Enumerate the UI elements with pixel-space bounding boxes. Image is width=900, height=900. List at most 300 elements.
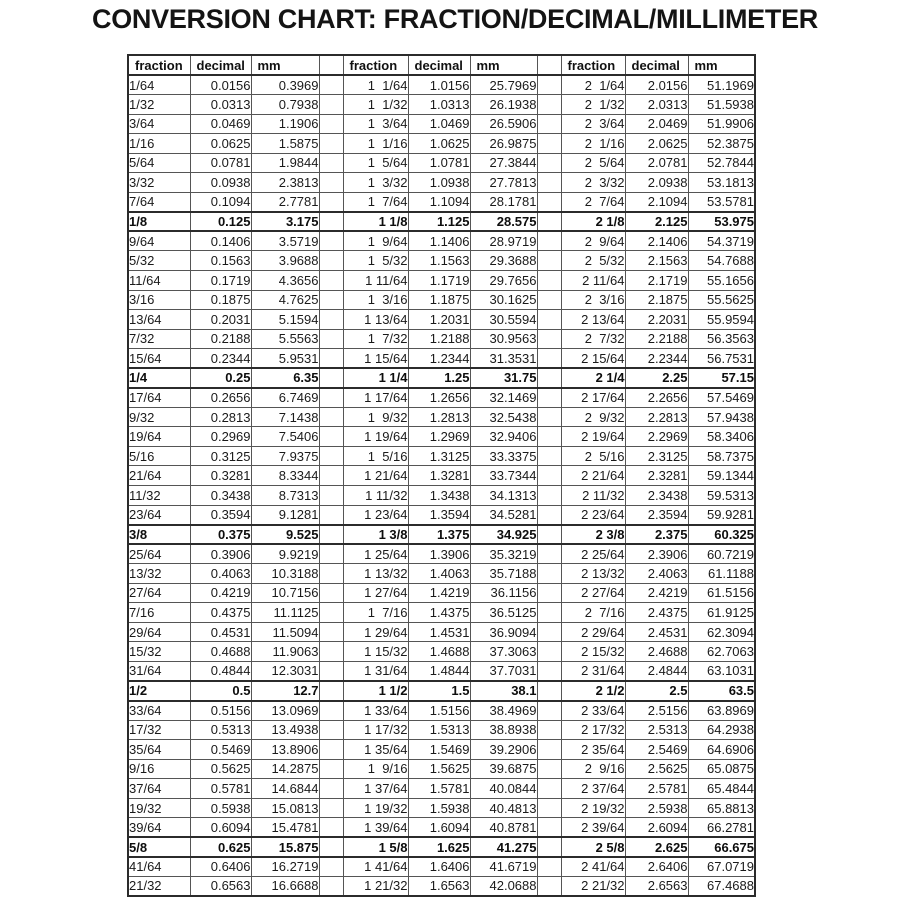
mm-cell: 9.1281 <box>251 505 319 525</box>
spacer-cell <box>537 134 561 154</box>
table-row <box>128 622 755 642</box>
mm-cell: 33.3375 <box>470 446 537 466</box>
fraction-cell: 5/64 <box>128 153 190 173</box>
spacer-cell <box>319 134 343 154</box>
spacer-cell <box>537 525 561 545</box>
mm-cell: 62.7063 <box>688 642 755 662</box>
decimal-cell: 1.0781 <box>408 153 470 173</box>
fraction-cell: 1 21/64 <box>343 466 408 486</box>
spacer-cell <box>537 818 561 838</box>
mm-cell: 61.1188 <box>688 564 755 584</box>
spacer-cell <box>319 251 343 271</box>
decimal-cell: 0.4219 <box>190 583 251 603</box>
table-row <box>128 857 755 877</box>
spacer-cell <box>537 329 561 349</box>
table-body <box>128 75 755 896</box>
spacer-cell <box>319 231 343 251</box>
mm-cell: 9.525 <box>251 525 319 545</box>
fraction-cell: 11/32 <box>128 485 190 505</box>
fraction-cell: 41/64 <box>128 857 190 877</box>
fraction-cell: 3/64 <box>128 114 190 134</box>
fraction-cell: 2 13/32 <box>561 564 625 584</box>
fraction-cell: 3/8 <box>128 525 190 545</box>
mm-cell: 37.3063 <box>470 642 537 662</box>
fraction-cell: 15/32 <box>128 642 190 662</box>
decimal-cell: 1.4219 <box>408 583 470 603</box>
fraction-cell: 1/8 <box>128 212 190 232</box>
mm-cell: 11.1125 <box>251 603 319 623</box>
fraction-cell: 2 9/32 <box>561 407 625 427</box>
fraction-cell: 2 39/64 <box>561 818 625 838</box>
table-row <box>128 310 755 330</box>
table-row <box>128 661 755 681</box>
decimal-cell: 2.0781 <box>625 153 688 173</box>
fraction-cell: 2 37/64 <box>561 779 625 799</box>
decimal-cell: 1.5156 <box>408 701 470 721</box>
mm-cell: 40.4813 <box>470 798 537 818</box>
mm-cell: 62.3094 <box>688 622 755 642</box>
fraction-cell: 2 27/64 <box>561 583 625 603</box>
mm-cell: 59.1344 <box>688 466 755 486</box>
mm-cell: 26.1938 <box>470 95 537 115</box>
mm-cell: 31.3531 <box>470 349 537 369</box>
decimal-cell: 0.6094 <box>190 818 251 838</box>
fraction-cell: 1 1/4 <box>343 368 408 388</box>
decimal-cell: 0.2344 <box>190 349 251 369</box>
mm-cell: 0.7938 <box>251 95 319 115</box>
mm-cell: 30.9563 <box>470 329 537 349</box>
mm-cell: 39.2906 <box>470 740 537 760</box>
fraction-cell: 5/32 <box>128 251 190 271</box>
table-row <box>128 466 755 486</box>
decimal-cell: 0.5781 <box>190 779 251 799</box>
fraction-cell: 17/64 <box>128 388 190 408</box>
fraction-cell: 1/2 <box>128 681 190 701</box>
spacer-cell <box>537 505 561 525</box>
header-mm: mm <box>688 55 755 75</box>
mm-cell: 1.9844 <box>251 153 319 173</box>
fraction-cell: 1 23/64 <box>343 505 408 525</box>
fraction-cell: 2 1/8 <box>561 212 625 232</box>
fraction-cell: 1 9/16 <box>343 759 408 779</box>
mm-cell: 26.9875 <box>470 134 537 154</box>
mm-cell: 3.5719 <box>251 231 319 251</box>
decimal-cell: 2.2656 <box>625 388 688 408</box>
spacer-cell <box>319 270 343 290</box>
spacer-cell <box>537 446 561 466</box>
decimal-cell: 0.0625 <box>190 134 251 154</box>
decimal-cell: 2.5625 <box>625 759 688 779</box>
decimal-cell: 1.2344 <box>408 349 470 369</box>
fraction-cell: 19/32 <box>128 798 190 818</box>
decimal-cell: 2.6406 <box>625 857 688 877</box>
spacer-cell <box>537 661 561 681</box>
mm-cell: 1.1906 <box>251 114 319 134</box>
table-row <box>128 485 755 505</box>
table-row <box>128 231 755 251</box>
spacer-cell <box>537 349 561 369</box>
fraction-cell: 1 9/64 <box>343 231 408 251</box>
decimal-cell: 1.1719 <box>408 270 470 290</box>
decimal-cell: 0.5 <box>190 681 251 701</box>
mm-cell: 16.6688 <box>251 876 319 896</box>
mm-cell: 56.7531 <box>688 349 755 369</box>
fraction-cell: 1 35/64 <box>343 740 408 760</box>
decimal-cell: 2.1719 <box>625 270 688 290</box>
decimal-cell: 1.3281 <box>408 466 470 486</box>
mm-cell: 53.975 <box>688 212 755 232</box>
mm-cell: 53.1813 <box>688 173 755 193</box>
fraction-cell: 1 41/64 <box>343 857 408 877</box>
mm-cell: 60.325 <box>688 525 755 545</box>
spacer-cell <box>319 114 343 134</box>
decimal-cell: 2.0938 <box>625 173 688 193</box>
mm-cell: 56.3563 <box>688 329 755 349</box>
spacer-cell <box>537 701 561 721</box>
fraction-cell: 2 23/64 <box>561 505 625 525</box>
mm-cell: 57.5469 <box>688 388 755 408</box>
spacer-cell <box>537 603 561 623</box>
table-row <box>128 818 755 838</box>
decimal-cell: 1.1563 <box>408 251 470 271</box>
spacer-cell <box>319 427 343 447</box>
mm-cell: 34.925 <box>470 525 537 545</box>
spacer-cell <box>319 407 343 427</box>
header-mm: mm <box>251 55 319 75</box>
spacer-cell <box>537 270 561 290</box>
fraction-cell: 1 9/32 <box>343 407 408 427</box>
fraction-cell: 1 17/32 <box>343 720 408 740</box>
spacer-cell <box>319 603 343 623</box>
page-title: CONVERSION CHART: FRACTION/DECIMAL/MILLIMETER <box>92 4 818 34</box>
header-decimal: decimal <box>408 55 470 75</box>
decimal-cell: 0.5313 <box>190 720 251 740</box>
mm-cell: 53.5781 <box>688 192 755 212</box>
spacer-cell <box>319 466 343 486</box>
spacer-cell <box>319 388 343 408</box>
mm-cell: 30.5594 <box>470 310 537 330</box>
header-fraction: fraction <box>561 55 625 75</box>
mm-cell: 30.1625 <box>470 290 537 310</box>
mm-cell: 9.9219 <box>251 544 319 564</box>
spacer-cell <box>319 583 343 603</box>
fraction-cell: 1 37/64 <box>343 779 408 799</box>
decimal-cell: 2.0625 <box>625 134 688 154</box>
decimal-cell: 2.5469 <box>625 740 688 760</box>
decimal-cell: 2.1406 <box>625 231 688 251</box>
spacer-cell <box>319 701 343 721</box>
mm-cell: 14.2875 <box>251 759 319 779</box>
decimal-cell: 0.3594 <box>190 505 251 525</box>
decimal-cell: 1.6563 <box>408 876 470 896</box>
fraction-cell: 1 19/32 <box>343 798 408 818</box>
spacer-cell <box>319 153 343 173</box>
mm-cell: 7.9375 <box>251 446 319 466</box>
mm-cell: 26.5906 <box>470 114 537 134</box>
fraction-cell: 11/64 <box>128 270 190 290</box>
decimal-cell: 0.5625 <box>190 759 251 779</box>
decimal-cell: 0.2031 <box>190 310 251 330</box>
fraction-cell: 13/64 <box>128 310 190 330</box>
decimal-cell: 0.4531 <box>190 622 251 642</box>
spacer-cell <box>319 349 343 369</box>
spacer-cell <box>537 779 561 799</box>
decimal-cell: 0.5156 <box>190 701 251 721</box>
decimal-cell: 2.5 <box>625 681 688 701</box>
fraction-cell: 2 19/32 <box>561 798 625 818</box>
fraction-cell: 1 7/64 <box>343 192 408 212</box>
decimal-cell: 1.375 <box>408 525 470 545</box>
decimal-cell: 1.4531 <box>408 622 470 642</box>
decimal-cell: 2.4844 <box>625 661 688 681</box>
fraction-cell: 2 3/64 <box>561 114 625 134</box>
spacer-cell <box>537 876 561 896</box>
mm-cell: 61.9125 <box>688 603 755 623</box>
decimal-cell: 0.1719 <box>190 270 251 290</box>
decimal-cell: 2.4688 <box>625 642 688 662</box>
decimal-cell: 0.3281 <box>190 466 251 486</box>
fraction-cell: 1 13/32 <box>343 564 408 584</box>
table-row <box>128 564 755 584</box>
decimal-cell: 2.625 <box>625 837 688 857</box>
decimal-cell: 1.2969 <box>408 427 470 447</box>
mm-cell: 40.0844 <box>470 779 537 799</box>
fraction-cell: 1 3/32 <box>343 173 408 193</box>
spacer-cell <box>319 779 343 799</box>
fraction-cell: 21/64 <box>128 466 190 486</box>
mm-cell: 32.9406 <box>470 427 537 447</box>
fraction-cell: 1 29/64 <box>343 622 408 642</box>
fraction-cell: 23/64 <box>128 505 190 525</box>
mm-cell: 42.0688 <box>470 876 537 896</box>
decimal-cell: 1.5469 <box>408 740 470 760</box>
mm-cell: 58.7375 <box>688 446 755 466</box>
table-row <box>128 837 755 857</box>
decimal-cell: 2.5156 <box>625 701 688 721</box>
spacer-cell <box>319 95 343 115</box>
spacer-cell <box>537 290 561 310</box>
decimal-cell: 1.5781 <box>408 779 470 799</box>
spacer-cell <box>319 55 343 75</box>
fraction-cell: 2 3/8 <box>561 525 625 545</box>
fraction-cell: 2 13/64 <box>561 310 625 330</box>
fraction-cell: 1 1/16 <box>343 134 408 154</box>
spacer-cell <box>537 642 561 662</box>
spacer-cell <box>319 818 343 838</box>
decimal-cell: 0.2969 <box>190 427 251 447</box>
spacer-cell <box>537 544 561 564</box>
fraction-cell: 1 21/32 <box>343 876 408 896</box>
fraction-cell: 1 1/32 <box>343 95 408 115</box>
mm-cell: 33.7344 <box>470 466 537 486</box>
fraction-cell: 2 17/32 <box>561 720 625 740</box>
decimal-cell: 2.6094 <box>625 818 688 838</box>
table-row <box>128 212 755 232</box>
spacer-cell <box>537 75 561 95</box>
table-row <box>128 446 755 466</box>
table-row <box>128 505 755 525</box>
mm-cell: 57.15 <box>688 368 755 388</box>
mm-cell: 11.5094 <box>251 622 319 642</box>
table-header <box>128 55 755 75</box>
mm-cell: 2.3813 <box>251 173 319 193</box>
spacer-cell <box>537 740 561 760</box>
table-row <box>128 876 755 896</box>
mm-cell: 34.1313 <box>470 485 537 505</box>
fraction-cell: 2 5/16 <box>561 446 625 466</box>
fraction-cell: 2 29/64 <box>561 622 625 642</box>
mm-cell: 66.675 <box>688 837 755 857</box>
fraction-cell: 1 7/16 <box>343 603 408 623</box>
header-row <box>128 55 755 75</box>
table-row <box>128 798 755 818</box>
decimal-cell: 1.125 <box>408 212 470 232</box>
decimal-cell: 2.4063 <box>625 564 688 584</box>
spacer-cell <box>537 251 561 271</box>
mm-cell: 28.575 <box>470 212 537 232</box>
fraction-cell: 9/16 <box>128 759 190 779</box>
fraction-cell: 7/64 <box>128 192 190 212</box>
spacer-cell <box>319 329 343 349</box>
spacer-cell <box>319 642 343 662</box>
header-fraction: fraction <box>343 55 408 75</box>
decimal-cell: 2.3281 <box>625 466 688 486</box>
decimal-cell: 1.5313 <box>408 720 470 740</box>
mm-cell: 41.275 <box>470 837 537 857</box>
table-row <box>128 388 755 408</box>
mm-cell: 67.4688 <box>688 876 755 896</box>
fraction-cell: 2 9/16 <box>561 759 625 779</box>
table-row <box>128 720 755 740</box>
fraction-cell: 2 5/64 <box>561 153 625 173</box>
decimal-cell: 2.375 <box>625 525 688 545</box>
decimal-cell: 0.3125 <box>190 446 251 466</box>
decimal-cell: 0.0313 <box>190 95 251 115</box>
mm-cell: 37.7031 <box>470 661 537 681</box>
mm-cell: 5.1594 <box>251 310 319 330</box>
decimal-cell: 1.5 <box>408 681 470 701</box>
mm-cell: 28.9719 <box>470 231 537 251</box>
decimal-cell: 0.3906 <box>190 544 251 564</box>
decimal-cell: 0.5938 <box>190 798 251 818</box>
table-row <box>128 192 755 212</box>
fraction-cell: 31/64 <box>128 661 190 681</box>
mm-cell: 61.5156 <box>688 583 755 603</box>
spacer-cell <box>537 427 561 447</box>
fraction-cell: 27/64 <box>128 583 190 603</box>
table-row <box>128 544 755 564</box>
fraction-cell: 2 21/64 <box>561 466 625 486</box>
decimal-cell: 2.2344 <box>625 349 688 369</box>
decimal-cell: 2.2969 <box>625 427 688 447</box>
decimal-cell: 1.2656 <box>408 388 470 408</box>
fraction-cell: 1 15/32 <box>343 642 408 662</box>
decimal-cell: 0.2813 <box>190 407 251 427</box>
mm-cell: 15.875 <box>251 837 319 857</box>
decimal-cell: 2.3438 <box>625 485 688 505</box>
fraction-cell: 9/32 <box>128 407 190 427</box>
decimal-cell: 2.5938 <box>625 798 688 818</box>
fraction-cell: 37/64 <box>128 779 190 799</box>
decimal-cell: 0.4688 <box>190 642 251 662</box>
mm-cell: 16.2719 <box>251 857 319 877</box>
fraction-cell: 1 5/16 <box>343 446 408 466</box>
fraction-cell: 1 1/8 <box>343 212 408 232</box>
table-row <box>128 603 755 623</box>
fraction-cell: 1/32 <box>128 95 190 115</box>
mm-cell: 52.7844 <box>688 153 755 173</box>
decimal-cell: 1.1406 <box>408 231 470 251</box>
decimal-cell: 2.4375 <box>625 603 688 623</box>
spacer-cell <box>319 192 343 212</box>
mm-cell: 4.7625 <box>251 290 319 310</box>
fraction-cell: 2 21/32 <box>561 876 625 896</box>
spacer-cell <box>319 446 343 466</box>
mm-cell: 31.75 <box>470 368 537 388</box>
mm-cell: 40.8781 <box>470 818 537 838</box>
mm-cell: 41.6719 <box>470 857 537 877</box>
mm-cell: 11.9063 <box>251 642 319 662</box>
mm-cell: 65.8813 <box>688 798 755 818</box>
spacer-cell <box>319 740 343 760</box>
table-row <box>128 134 755 154</box>
fraction-cell: 2 7/32 <box>561 329 625 349</box>
spacer-cell <box>537 192 561 212</box>
fraction-cell: 2 33/64 <box>561 701 625 721</box>
spacer-cell <box>537 485 561 505</box>
fraction-cell: 2 25/64 <box>561 544 625 564</box>
fraction-cell: 2 31/64 <box>561 661 625 681</box>
decimal-cell: 0.2656 <box>190 388 251 408</box>
mm-cell: 6.7469 <box>251 388 319 408</box>
mm-cell: 54.7688 <box>688 251 755 271</box>
fraction-cell: 1 15/64 <box>343 349 408 369</box>
decimal-cell: 1.0938 <box>408 173 470 193</box>
decimal-cell: 1.1094 <box>408 192 470 212</box>
spacer-cell <box>319 544 343 564</box>
decimal-cell: 2.5781 <box>625 779 688 799</box>
decimal-cell: 0.0469 <box>190 114 251 134</box>
spacer-cell <box>319 485 343 505</box>
mm-cell: 52.3875 <box>688 134 755 154</box>
fraction-cell: 21/32 <box>128 876 190 896</box>
mm-cell: 10.3188 <box>251 564 319 584</box>
decimal-cell: 0.0938 <box>190 173 251 193</box>
fraction-cell: 1 1/2 <box>343 681 408 701</box>
table-row <box>128 95 755 115</box>
decimal-cell: 2.2188 <box>625 329 688 349</box>
mm-cell: 25.7969 <box>470 75 537 95</box>
decimal-cell: 1.3906 <box>408 544 470 564</box>
table-row <box>128 681 755 701</box>
decimal-cell: 2.1875 <box>625 290 688 310</box>
mm-cell: 60.7219 <box>688 544 755 564</box>
mm-cell: 4.3656 <box>251 270 319 290</box>
decimal-cell: 0.4063 <box>190 564 251 584</box>
decimal-cell: 0.4844 <box>190 661 251 681</box>
decimal-cell: 1.2813 <box>408 407 470 427</box>
fraction-cell: 13/32 <box>128 564 190 584</box>
decimal-cell: 1.3438 <box>408 485 470 505</box>
mm-cell: 3.9688 <box>251 251 319 271</box>
fraction-cell: 2 9/64 <box>561 231 625 251</box>
header-mm: mm <box>470 55 537 75</box>
decimal-cell: 2.25 <box>625 368 688 388</box>
table-row <box>128 427 755 447</box>
fraction-cell: 2 1/2 <box>561 681 625 701</box>
fraction-cell: 1 13/64 <box>343 310 408 330</box>
fraction-cell: 35/64 <box>128 740 190 760</box>
